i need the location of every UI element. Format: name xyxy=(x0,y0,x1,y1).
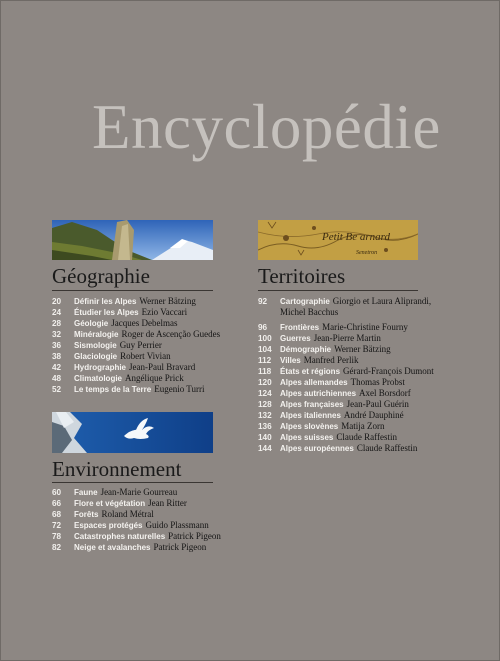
map-caption: Petit Be arnard xyxy=(322,231,391,243)
entry-author: Werner Bätzing xyxy=(139,296,196,306)
entry-author: Marie-Christine Fourny xyxy=(322,322,408,332)
page-number: 144 xyxy=(258,444,272,453)
entry-author: Jacques Debelmas xyxy=(111,318,178,328)
entry-topic: Définir les Alpes xyxy=(74,297,137,306)
territoires-title: Territoires xyxy=(258,264,346,288)
map-caption-2: Senetron xyxy=(356,250,378,256)
list-item[interactable] xyxy=(52,318,252,329)
entry-author: Claude Raffestin xyxy=(356,443,418,453)
entry-author: Thomas Probst xyxy=(350,377,405,387)
entry-topic: Alpes européennes xyxy=(280,444,354,453)
page-number: 100 xyxy=(258,334,272,343)
list-item[interactable] xyxy=(258,355,458,366)
environnement-toc xyxy=(52,487,252,553)
entry-author: Roger de Ascenção Guedes xyxy=(121,329,221,339)
entry-author: Matija Zorn xyxy=(341,421,385,431)
entry-topic: Forêts xyxy=(74,510,99,519)
geographie-toc xyxy=(52,296,252,395)
page-number: 48 xyxy=(52,374,62,383)
list-item[interactable] xyxy=(52,498,252,509)
environnement-title: Environnement xyxy=(52,457,182,481)
page-title: Encyclopédie xyxy=(92,92,441,162)
entry-topic: Guerres xyxy=(280,334,311,343)
page-number: 112 xyxy=(258,356,272,365)
entry-author: Giorgio et Laura Aliprandi, Michel Bacchus xyxy=(280,296,432,317)
list-item[interactable] xyxy=(258,399,458,410)
page-number: 68 xyxy=(52,510,62,519)
list-item[interactable] xyxy=(258,432,458,443)
entry-author: Jean-Marie Gourreau xyxy=(100,487,178,497)
page-number: 38 xyxy=(52,352,62,361)
geographie-title: Géographie xyxy=(52,264,150,288)
page-number: 28 xyxy=(52,319,62,328)
entry-author: Jean Ritter xyxy=(148,498,187,508)
environnement-rule xyxy=(52,482,213,483)
list-item[interactable] xyxy=(258,322,458,333)
list-item[interactable] xyxy=(52,520,252,531)
page-number: 136 xyxy=(258,422,272,431)
page-number: 96 xyxy=(258,323,268,332)
entry-topic: Glaciologie xyxy=(74,352,118,361)
entry-author: Angélique Prick xyxy=(125,373,184,383)
entry-topic: Alpes italiennes xyxy=(280,411,341,420)
list-item[interactable] xyxy=(52,487,252,498)
list-item[interactable] xyxy=(52,362,252,373)
entry-topic: Alpes suisses xyxy=(280,433,334,442)
entry-topic: Flore et végétation xyxy=(74,499,146,508)
entry-author: Eugenio Turri xyxy=(154,384,205,394)
entry-author: Jean-Paul Guérin xyxy=(346,399,409,409)
page-number: 66 xyxy=(52,499,62,508)
entry-topic: Alpes françaises xyxy=(280,400,344,409)
page-number: 124 xyxy=(258,389,272,398)
entry-author: André Dauphiné xyxy=(343,410,404,420)
list-item[interactable] xyxy=(52,373,252,384)
geographie-rule xyxy=(52,290,213,291)
entry-topic: Hydrographie xyxy=(74,363,127,372)
entry-author: Axel Borsdorf xyxy=(359,388,411,398)
entry-topic: Démographie xyxy=(280,345,332,354)
list-item[interactable] xyxy=(52,531,252,542)
entry-topic: Faune xyxy=(74,488,98,497)
entry-topic: Climatologie xyxy=(74,374,123,383)
entry-topic: Minéralogie xyxy=(74,330,119,339)
entry-topic: États et régions xyxy=(280,367,341,376)
list-item[interactable] xyxy=(258,443,458,454)
page-number: 60 xyxy=(52,488,62,497)
list-item[interactable] xyxy=(258,344,458,355)
entry-author: Claude Raffestin xyxy=(336,432,397,442)
page-number: 78 xyxy=(52,532,62,541)
entry-author: Patrick Pigeon xyxy=(168,531,221,541)
entry-author: Gérard-François Dumont xyxy=(343,366,434,376)
entry-author: Guido Plassmann xyxy=(145,520,209,530)
page-number: 82 xyxy=(52,543,62,552)
page-number: 52 xyxy=(52,385,62,394)
list-item[interactable] xyxy=(258,388,458,399)
entry-author: Ezio Vaccari xyxy=(141,307,188,317)
entry-topic: Alpes autrichiennes xyxy=(280,389,357,398)
entry-author: Jean-Paul Bravard xyxy=(129,362,196,372)
list-item[interactable] xyxy=(52,329,252,340)
entry-topic: Étudier les Alpes xyxy=(74,308,139,317)
list-item[interactable] xyxy=(52,542,252,553)
page-number: 32 xyxy=(52,330,62,339)
page-number: 128 xyxy=(258,400,272,409)
geographie-photo xyxy=(52,220,213,260)
page-number: 132 xyxy=(258,411,272,420)
list-item[interactable] xyxy=(258,377,458,388)
entry-author: Guy Perrier xyxy=(119,340,162,350)
entry-topic: Le temps de la Terre xyxy=(74,385,152,394)
entry-author: Patrick Pigeon xyxy=(153,542,207,552)
entry-topic: Espaces protégés xyxy=(74,521,143,530)
list-item[interactable] xyxy=(52,509,252,520)
entry-author: Werner Bätzing xyxy=(334,344,391,354)
list-item[interactable] xyxy=(52,384,252,395)
entry-topic: Géologie xyxy=(74,319,109,328)
list-item[interactable] xyxy=(258,410,458,421)
entry-topic: Sismologie xyxy=(74,341,117,350)
list-item[interactable] xyxy=(52,296,252,307)
page-number: 42 xyxy=(52,363,62,372)
list-item[interactable] xyxy=(52,307,252,318)
entry-topic: Villes xyxy=(280,356,301,365)
environnement-photo xyxy=(52,412,213,453)
page-number: 72 xyxy=(52,521,62,530)
page-number: 36 xyxy=(52,341,62,350)
list-item[interactable] xyxy=(258,333,458,344)
territoires-map-image xyxy=(258,220,418,260)
page-number: 104 xyxy=(258,345,272,354)
list-item[interactable] xyxy=(258,296,458,318)
page-number: 120 xyxy=(258,378,272,387)
entry-topic: Catastrophes naturelles xyxy=(74,532,166,541)
territoires-rule xyxy=(258,290,418,291)
page-number: 20 xyxy=(52,297,62,306)
list-item[interactable] xyxy=(258,421,458,432)
page-number: 118 xyxy=(258,367,272,376)
entry-author: Robert Vivian xyxy=(120,351,171,361)
entry-topic: Frontières xyxy=(280,323,320,332)
list-item[interactable] xyxy=(258,366,458,377)
entry-topic: Alpes slovènes xyxy=(280,422,339,431)
list-item[interactable] xyxy=(52,351,252,362)
entry-topic: Alpes allemandes xyxy=(280,378,348,387)
page-number: 24 xyxy=(52,308,62,317)
page-number: 92 xyxy=(258,297,268,306)
page-number: 140 xyxy=(258,433,272,442)
entry-topic: Cartographie xyxy=(280,297,330,306)
territoires-toc xyxy=(258,296,458,454)
entry-topic: Neige et avalanches xyxy=(74,543,151,552)
entry-author: Jean-Pierre Martin xyxy=(313,333,381,343)
entry-author: Roland Métral xyxy=(101,509,154,519)
entry-author: Manfred Perlik xyxy=(303,355,359,365)
list-item[interactable] xyxy=(52,340,252,351)
